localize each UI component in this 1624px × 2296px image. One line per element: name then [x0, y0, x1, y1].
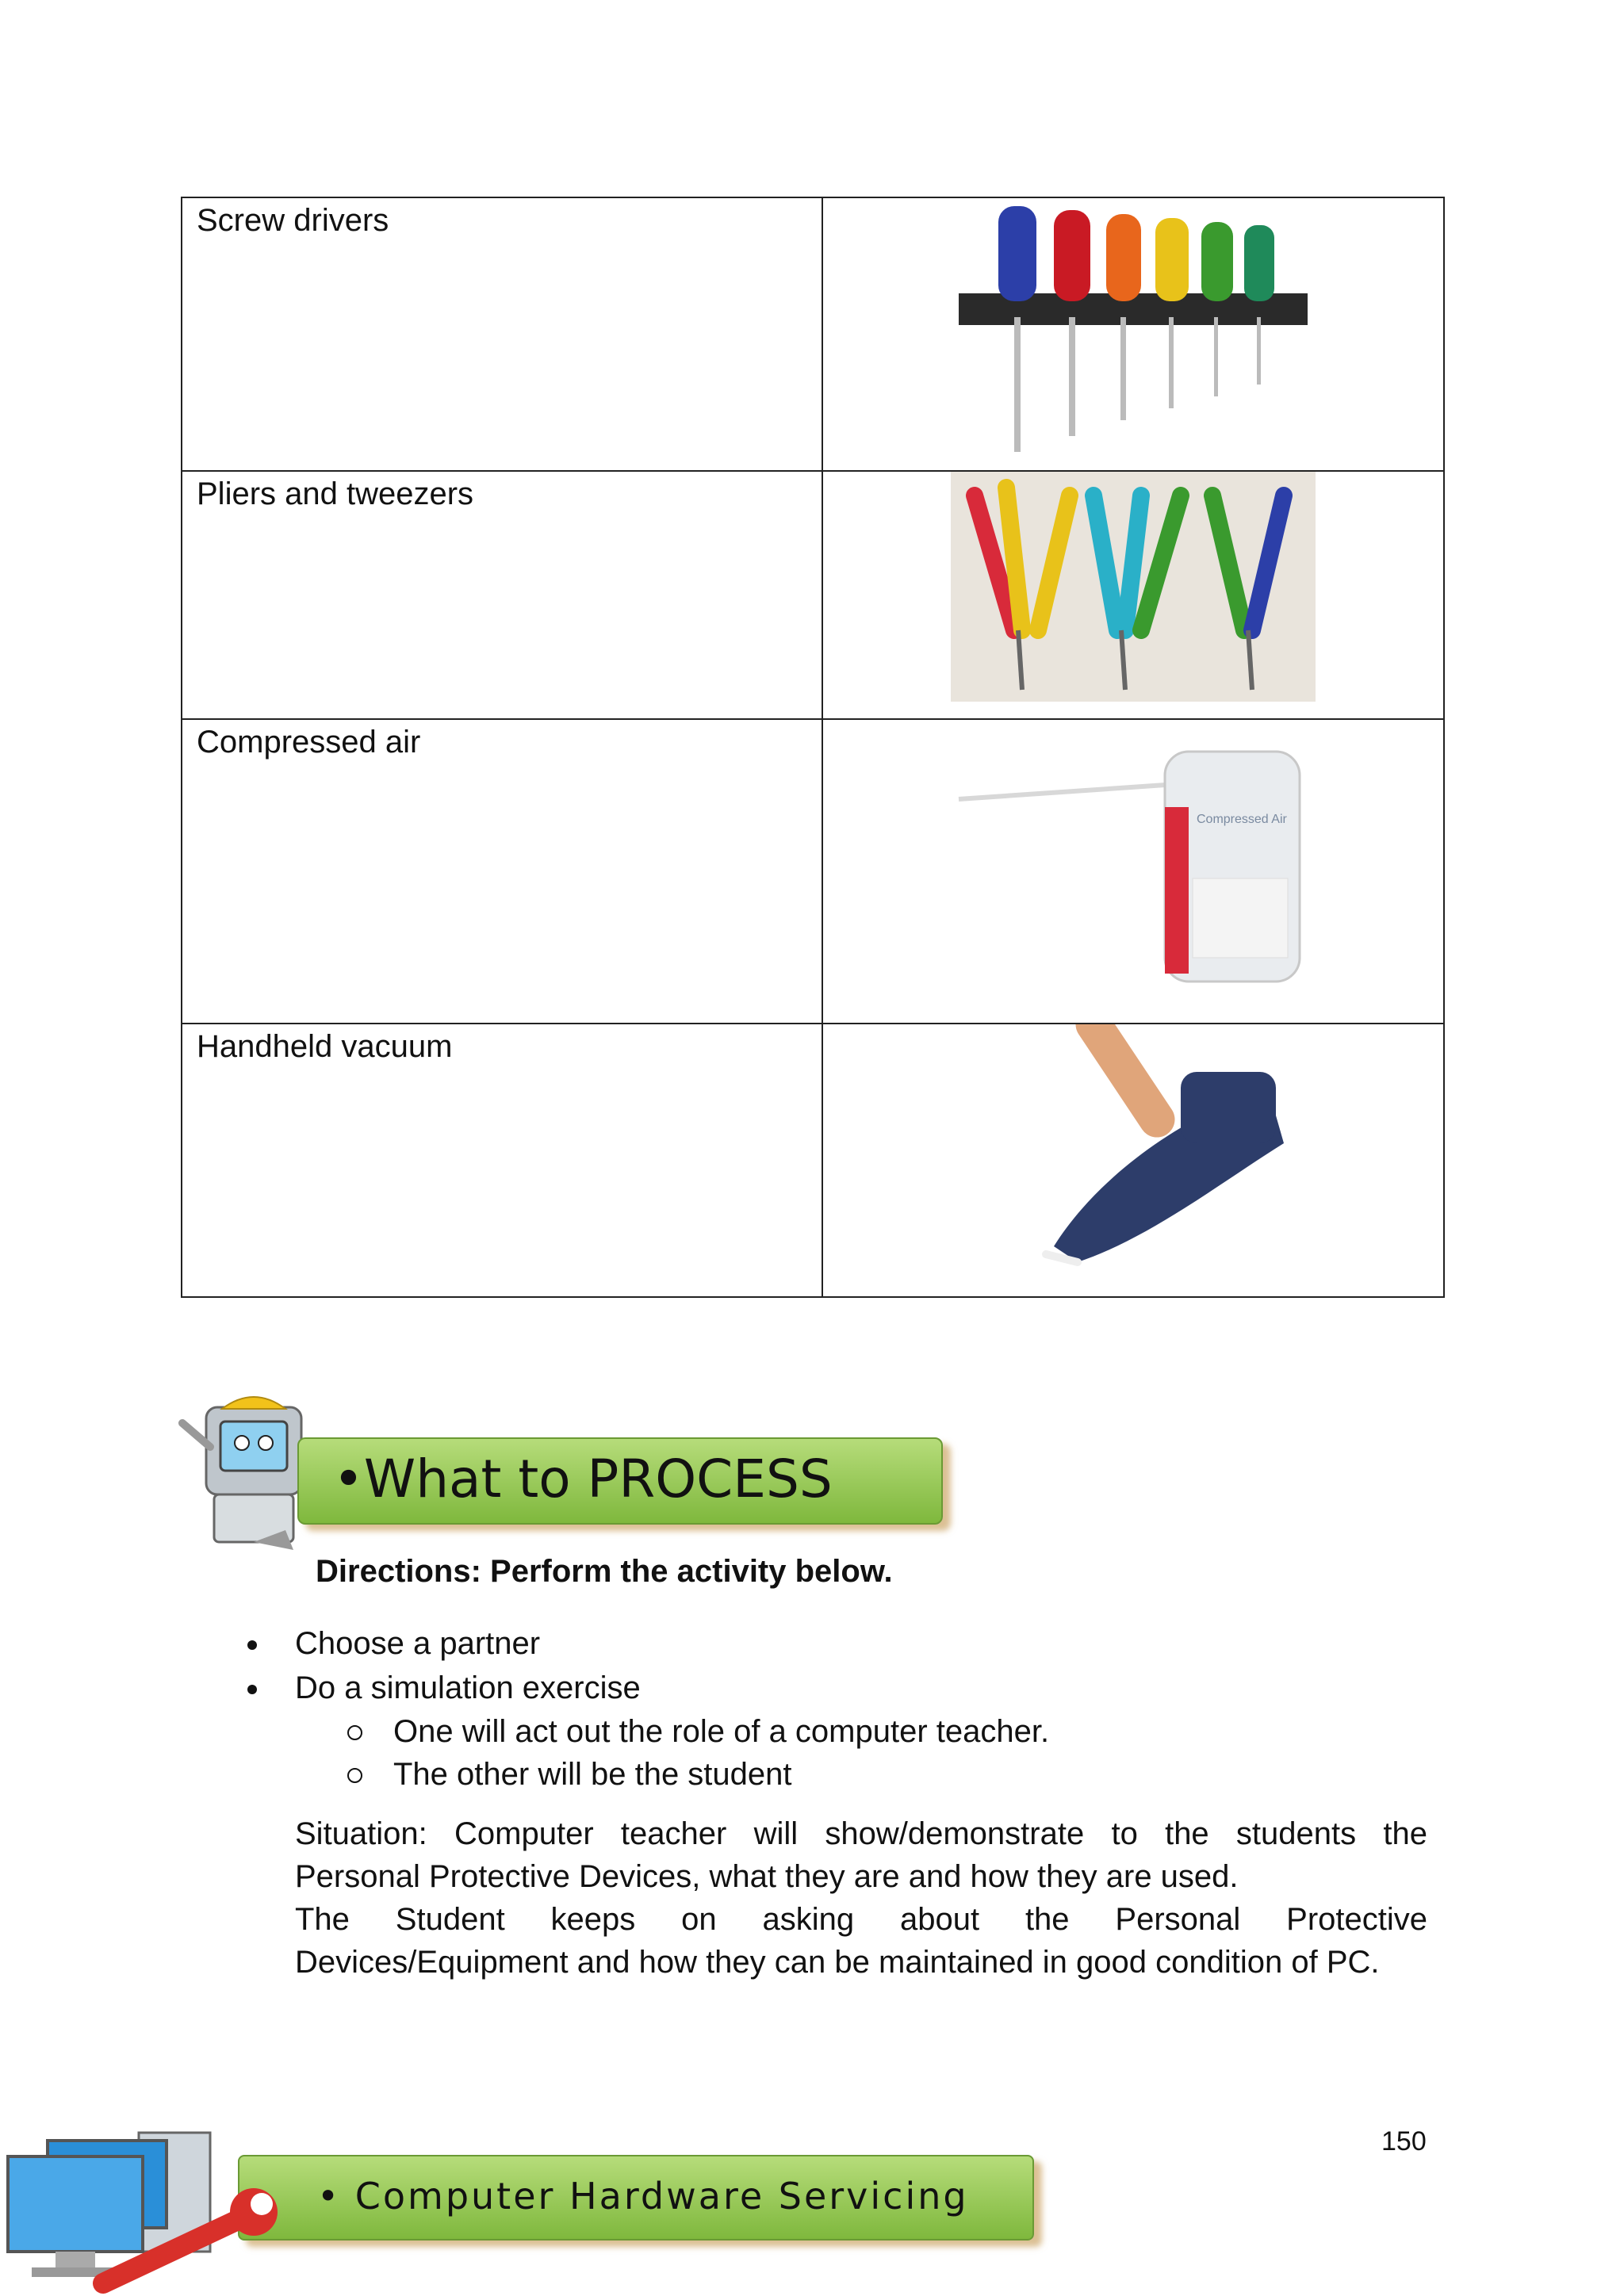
footer-title: • Computer Hardware Servicing: [317, 2175, 969, 2218]
table-row: [182, 197, 1444, 471]
circle-bullet-icon: [347, 1725, 362, 1740]
situation-line: Personal Protective Devices, what they are and how they are used.: [295, 1859, 1239, 1894]
can-label: Compressed Air: [1196, 813, 1287, 826]
table-row: [182, 719, 1444, 1024]
situation-paragraph: [295, 1812, 1427, 1984]
sub-list-item: [238, 1753, 1427, 1796]
tool-label: Handheld vacuum: [182, 1024, 822, 1297]
pliers-image: [822, 471, 1444, 719]
tool-label: Compressed air: [182, 719, 822, 1024]
bullet-icon: [247, 1640, 257, 1650]
section-title: •What to PROCESS: [333, 1448, 833, 1510]
footer: [0, 2125, 1071, 2296]
computer-wrench-icon: [0, 2125, 285, 2296]
list-item-text: The other will be the student: [393, 1757, 792, 1792]
circle-bullet-icon: [347, 1768, 362, 1783]
sub-list-item: [238, 1710, 1427, 1753]
bullet-icon: [247, 1685, 257, 1694]
compressed-air-image: [822, 719, 1444, 1024]
activity-list: [238, 1621, 1427, 1796]
directions-text: Directions: Perform the activity below.: [316, 1554, 893, 1589]
list-item-text: Choose a partner: [295, 1626, 541, 1661]
tool-label: Screw drivers: [182, 197, 822, 471]
tools-table: [181, 197, 1445, 1298]
screwdrivers-image: [822, 197, 1444, 471]
handheld-vacuum-image: [822, 1024, 1444, 1297]
list-item-text: One will act out the role of a computer teacher.: [393, 1714, 1050, 1749]
table-row: [182, 471, 1444, 719]
list-item-text: Do a simulation exercise: [295, 1670, 641, 1705]
situation-line: The Student keeps on asking about the Personal Protective: [295, 1902, 1427, 1937]
situation-line: Situation: Computer teacher will show/demonstrate to the students the: [295, 1816, 1427, 1851]
table-row: [182, 1024, 1444, 1297]
process-banner: [167, 1391, 959, 1550]
list-item: [238, 1621, 1427, 1666]
tool-label: Pliers and tweezers: [182, 471, 822, 719]
page-number: 150: [1381, 2126, 1427, 2156]
situation-line: Devices/Equipment and how they can be maintained in good condition of PC.: [295, 1945, 1380, 1980]
list-item: [238, 1666, 1427, 1710]
